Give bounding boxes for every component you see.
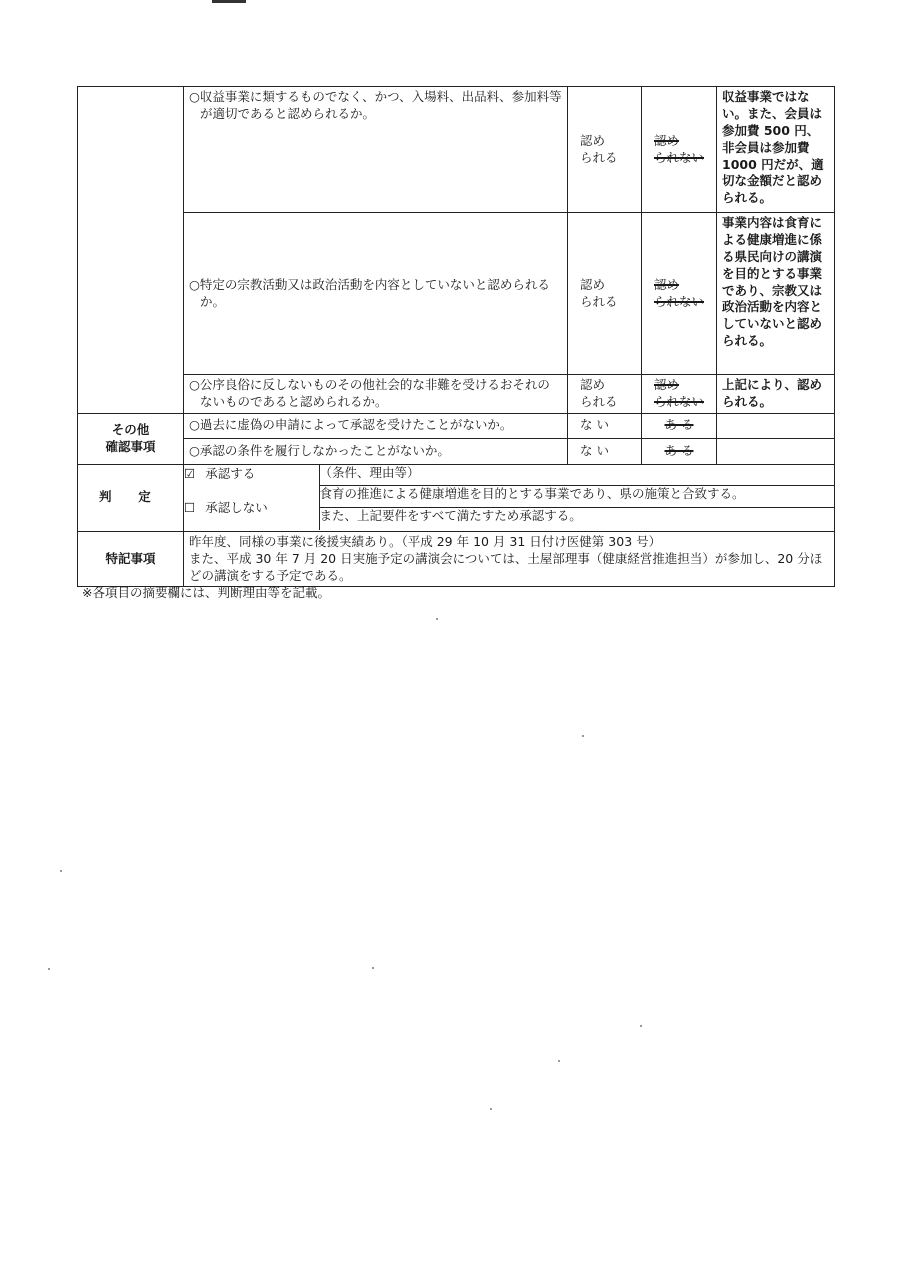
scan-speck bbox=[558, 1060, 560, 1062]
table-row bbox=[78, 213, 835, 375]
result-no-cell: あ る bbox=[642, 438, 717, 464]
note-cell: 収益事業ではない。また、会員は参加費 500 円、非会員は参加費 1000 円だが、適切な金額だと認められる。 bbox=[717, 87, 835, 213]
reject-label: 承認しない bbox=[205, 499, 268, 515]
remarks-cell bbox=[184, 531, 835, 587]
table-row bbox=[78, 464, 835, 531]
unchecked-checkbox-icon: ☐ bbox=[184, 499, 196, 515]
checked-checkbox-icon: ☑ bbox=[184, 465, 196, 481]
judgment-options bbox=[184, 465, 319, 530]
scan-speck bbox=[490, 1108, 492, 1110]
result-no-cell: 認め られない bbox=[642, 213, 717, 375]
scan-speck bbox=[60, 870, 62, 872]
footnote: ※各項目の摘要欄には、判断理由等を記載。 bbox=[82, 585, 330, 600]
category-remarks: 特記事項 bbox=[78, 531, 184, 587]
remarks-line: また、平成 30 年 7 月 20 日実施予定の講演会については、土屋部理事（健康経営推進担当）が参加し、20 分ほどの講演をする予定である。 bbox=[189, 550, 823, 583]
scan-speck bbox=[48, 968, 50, 970]
reject-option bbox=[184, 500, 319, 517]
approve-label: 承認する bbox=[205, 465, 256, 481]
approve-option bbox=[184, 466, 319, 483]
category-cell-blank bbox=[78, 87, 184, 414]
result-yes-cell: 認め られる bbox=[568, 375, 642, 414]
scan-speck bbox=[436, 618, 438, 620]
table-row bbox=[78, 87, 835, 213]
scan-speck bbox=[372, 967, 374, 969]
result-yes-cell: 認め られる bbox=[568, 213, 642, 375]
note-cell: 事業内容は食育による健康増進に係る県民向けの講演を目的とする事業であり、宗教又は政治活動を内容としていないと認められる。 bbox=[717, 213, 835, 375]
table-row bbox=[78, 375, 835, 414]
result-no-cell: 認め られない bbox=[642, 375, 717, 414]
note-cell: 上記により、認められる。 bbox=[717, 375, 835, 414]
note-cell-empty bbox=[717, 438, 835, 464]
condition-line: 食育の推進による健康増進を目的とする事業であり、県の施策と合致する。 bbox=[319, 486, 834, 508]
scan-speck bbox=[582, 735, 584, 737]
result-no-cell: あ る bbox=[642, 413, 717, 438]
question-cell: ○承認の条件を履行しなかったことがないか。 bbox=[184, 438, 568, 464]
category-judgment: 判 定 bbox=[78, 464, 184, 531]
review-table bbox=[77, 86, 835, 587]
table-row bbox=[78, 438, 835, 464]
question-cell: ○収益事業に類するものでなく、かつ、入場料、出品料、参加料等が適切であると認められるか。 bbox=[184, 87, 568, 213]
note-cell-empty bbox=[717, 413, 835, 438]
judgment-inner-table bbox=[184, 465, 834, 530]
question-cell: ○特定の宗教活動又は政治活動を内容としていないと認められるか。 bbox=[184, 213, 568, 375]
judgment-cell bbox=[184, 464, 835, 531]
category-other: その他 確認事項 bbox=[78, 413, 184, 464]
page-edge-mark bbox=[212, 0, 246, 3]
result-yes-cell: な い bbox=[568, 413, 642, 438]
table-row bbox=[78, 531, 835, 587]
question-cell: ○公序良俗に反しないものその他社会的な非難を受けるおそれのないものであると認められるか。 bbox=[184, 375, 568, 414]
table-row bbox=[78, 413, 835, 438]
condition-header: （条件、理由等） bbox=[319, 465, 834, 486]
condition-line: また、上記要件をすべて満たすため承認する。 bbox=[319, 508, 582, 524]
result-yes-cell: な い bbox=[568, 438, 642, 464]
result-yes-cell: 認め られる bbox=[568, 87, 642, 213]
result-no-cell: 認め られない bbox=[642, 87, 717, 213]
remarks-line: 昨年度、同様の事業に後援実績あり。（平成 29 年 10 月 31 日付け医健第 303 号） bbox=[189, 533, 662, 549]
scan-speck bbox=[640, 1025, 642, 1027]
question-cell: ○過去に虚偽の申請によって承認を受けたことがないか。 bbox=[184, 413, 568, 438]
